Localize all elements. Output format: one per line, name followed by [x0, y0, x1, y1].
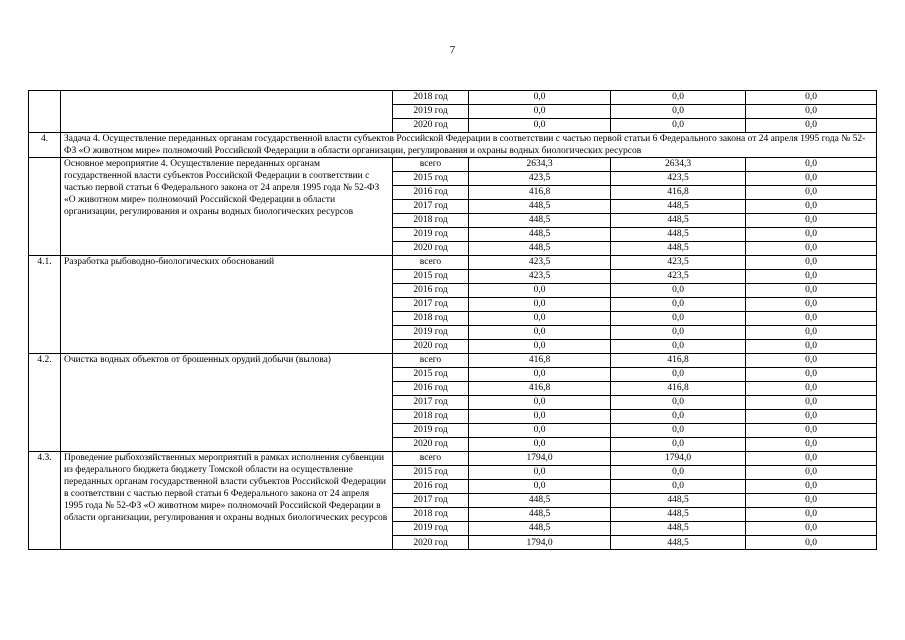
year-cell: 2017 год — [393, 494, 469, 508]
year-cell: 2017 год — [393, 200, 469, 214]
other-cell: 0,0 — [746, 522, 877, 536]
budget-cell: 0,0 — [611, 466, 746, 480]
year-cell: 2017 год — [393, 396, 469, 410]
table-row — [29, 256, 877, 270]
year-cell: 2017 год — [393, 298, 469, 312]
budget-cell: 448,5 — [611, 508, 746, 522]
other-cell: 0,0 — [746, 396, 877, 410]
task-number: 4. — [29, 133, 61, 158]
other-cell: 0,0 — [746, 536, 877, 550]
budget-cell: 0,0 — [611, 284, 746, 298]
budget-cell: 0,0 — [611, 438, 746, 452]
other-cell: 0,0 — [746, 119, 877, 133]
total-cell: 0,0 — [469, 368, 611, 382]
year-cell: 2016 год — [393, 284, 469, 298]
total-cell: 1794,0 — [469, 536, 611, 550]
other-cell: 0,0 — [746, 438, 877, 452]
year-cell: 2016 год — [393, 186, 469, 200]
budget-cell: 423,5 — [611, 270, 746, 284]
other-cell: 0,0 — [746, 256, 877, 270]
budget-cell: 416,8 — [611, 186, 746, 200]
other-cell: 0,0 — [746, 270, 877, 284]
other-cell: 0,0 — [746, 242, 877, 256]
budget-cell: 448,5 — [611, 228, 746, 242]
table-row — [29, 158, 877, 172]
other-cell: 0,0 — [746, 158, 877, 172]
budget-cell: 448,5 — [611, 242, 746, 256]
year-cell: 2018 год — [393, 410, 469, 424]
total-cell: 448,5 — [469, 508, 611, 522]
other-cell: 0,0 — [746, 214, 877, 228]
total-cell: 423,5 — [469, 270, 611, 284]
year-cell: 2018 год — [393, 91, 469, 105]
other-cell: 0,0 — [746, 508, 877, 522]
other-cell: 0,0 — [746, 494, 877, 508]
total-cell: 0,0 — [469, 424, 611, 438]
table-row — [29, 91, 877, 105]
other-cell: 0,0 — [746, 91, 877, 105]
year-cell: 2020 год — [393, 119, 469, 133]
other-cell: 0,0 — [746, 424, 877, 438]
budget-cell: 0,0 — [611, 396, 746, 410]
total-cell: 0,0 — [469, 438, 611, 452]
activity-description: Основное мероприятие 4. Осуществление переданных органам государственной власти субъектов Российской Федерации в соответствии с частью первой статьи 6 Федерального закона от 24 апреля 1995 года № 52-ФЗ «О животном мире» полномочий Российской Федерации в области организации, регулирования и охраны водных биологических ресурсов — [61, 158, 393, 256]
other-cell: 0,0 — [746, 368, 877, 382]
other-cell: 0,0 — [746, 284, 877, 298]
other-cell: 0,0 — [746, 354, 877, 368]
budget-cell: 0,0 — [611, 105, 746, 119]
year-cell: 2018 год — [393, 312, 469, 326]
budget-cell: 448,5 — [611, 522, 746, 536]
activity-number: 4.1. — [29, 256, 61, 354]
other-cell: 0,0 — [746, 186, 877, 200]
total-cell: 416,8 — [469, 382, 611, 396]
activity-description: Разработка рыбоводно-биологических обоснований — [61, 256, 393, 354]
other-cell: 0,0 — [746, 228, 877, 242]
total-cell: 0,0 — [469, 396, 611, 410]
other-cell: 0,0 — [746, 326, 877, 340]
year-cell: 2015 год — [393, 368, 469, 382]
total-cell: 0,0 — [469, 312, 611, 326]
year-cell: 2019 год — [393, 522, 469, 536]
year-cell: всего — [393, 256, 469, 270]
activity-description: Очистка водных объектов от брошенных орудий добычи (вылова) — [61, 354, 393, 452]
year-cell: всего — [393, 452, 469, 466]
total-cell: 416,8 — [469, 354, 611, 368]
description-cell — [61, 91, 393, 133]
budget-cell: 423,5 — [611, 256, 746, 270]
year-cell: 2015 год — [393, 466, 469, 480]
budget-cell: 2634,3 — [611, 158, 746, 172]
total-cell: 416,8 — [469, 186, 611, 200]
total-cell: 0,0 — [469, 105, 611, 119]
other-cell: 0,0 — [746, 466, 877, 480]
task-row — [29, 133, 877, 158]
total-cell: 0,0 — [469, 480, 611, 494]
budget-cell: 0,0 — [611, 340, 746, 354]
budget-cell: 448,5 — [611, 214, 746, 228]
total-cell: 2634,3 — [469, 158, 611, 172]
budget-cell: 0,0 — [611, 298, 746, 312]
budget-cell: 416,8 — [611, 354, 746, 368]
year-cell: 2019 год — [393, 228, 469, 242]
other-cell: 0,0 — [746, 382, 877, 396]
budget-cell: 0,0 — [611, 480, 746, 494]
budget-cell: 0,0 — [611, 424, 746, 438]
year-cell: всего — [393, 158, 469, 172]
total-cell: 1794,0 — [469, 452, 611, 466]
budget-cell: 448,5 — [611, 200, 746, 214]
table-body — [29, 91, 877, 550]
budget-cell: 0,0 — [611, 312, 746, 326]
year-cell: 2020 год — [393, 438, 469, 452]
total-cell: 0,0 — [469, 410, 611, 424]
year-cell: 2016 год — [393, 382, 469, 396]
total-cell: 448,5 — [469, 242, 611, 256]
total-cell: 0,0 — [469, 326, 611, 340]
total-cell: 0,0 — [469, 340, 611, 354]
year-cell: всего — [393, 354, 469, 368]
budget-cell: 0,0 — [611, 119, 746, 133]
page-number: 7 — [449, 44, 456, 56]
budget-cell: 0,0 — [611, 410, 746, 424]
activity-number: 4.3. — [29, 452, 61, 550]
other-cell: 0,0 — [746, 480, 877, 494]
other-cell: 0,0 — [746, 410, 877, 424]
total-cell: 0,0 — [469, 466, 611, 480]
year-cell: 2018 год — [393, 508, 469, 522]
other-cell: 0,0 — [746, 452, 877, 466]
table-row — [29, 354, 877, 368]
task-text: Задача 4. Осуществление переданных органам государственной власти субъектов Российской Федерации в соответствии с частью первой статьи 6 Федерального закона от 24 апреля 1995 года № 52-ФЗ «О животном мире» полномочий Российской Федерации в области организации, регулирования и охраны водных биологических ресурсов — [61, 133, 877, 158]
total-cell: 448,5 — [469, 228, 611, 242]
year-cell: 2020 год — [393, 536, 469, 550]
budget-cell: 0,0 — [611, 91, 746, 105]
total-cell: 0,0 — [469, 91, 611, 105]
total-cell: 423,5 — [469, 256, 611, 270]
program-funding-table — [28, 90, 877, 550]
other-cell: 0,0 — [746, 312, 877, 326]
total-cell: 448,5 — [469, 522, 611, 536]
total-cell: 423,5 — [469, 172, 611, 186]
table-row — [29, 452, 877, 466]
year-cell: 2019 год — [393, 105, 469, 119]
year-cell: 2019 год — [393, 424, 469, 438]
year-cell: 2018 год — [393, 214, 469, 228]
year-cell: 2015 год — [393, 270, 469, 284]
total-cell: 0,0 — [469, 284, 611, 298]
other-cell: 0,0 — [746, 172, 877, 186]
row-number-cell — [29, 91, 61, 133]
total-cell: 448,5 — [469, 494, 611, 508]
budget-cell: 423,5 — [611, 172, 746, 186]
activity-description: Проведение рыбохозяйственных мероприятий в рамках исполнения субвенции из федерального бюджета бюджету Томской области на осуществление переданных органам государственной власти субъектов Российской Федерации в соответствии с частью первой статьи 6 Федерального закона от 24 апреля 1995 года № 52-ФЗ «О животном мире» полномочий Российской Федерации в области организации, регулирования и охраны водных биологических ресурсов — [61, 452, 393, 550]
total-cell: 448,5 — [469, 200, 611, 214]
other-cell: 0,0 — [746, 340, 877, 354]
year-cell: 2020 год — [393, 242, 469, 256]
other-cell: 0,0 — [746, 105, 877, 119]
budget-cell: 1794,0 — [611, 452, 746, 466]
activity-number: 4.2. — [29, 354, 61, 452]
year-cell: 2020 год — [393, 340, 469, 354]
total-cell: 0,0 — [469, 298, 611, 312]
budget-cell: 448,5 — [611, 536, 746, 550]
year-cell: 2015 год — [393, 172, 469, 186]
budget-cell: 0,0 — [611, 368, 746, 382]
activity-number — [29, 158, 61, 256]
other-cell: 0,0 — [746, 298, 877, 312]
year-cell: 2016 год — [393, 480, 469, 494]
budget-cell: 416,8 — [611, 382, 746, 396]
year-cell: 2019 год — [393, 326, 469, 340]
other-cell: 0,0 — [746, 200, 877, 214]
total-cell: 448,5 — [469, 214, 611, 228]
budget-cell: 448,5 — [611, 494, 746, 508]
budget-cell: 0,0 — [611, 326, 746, 340]
total-cell: 0,0 — [469, 119, 611, 133]
